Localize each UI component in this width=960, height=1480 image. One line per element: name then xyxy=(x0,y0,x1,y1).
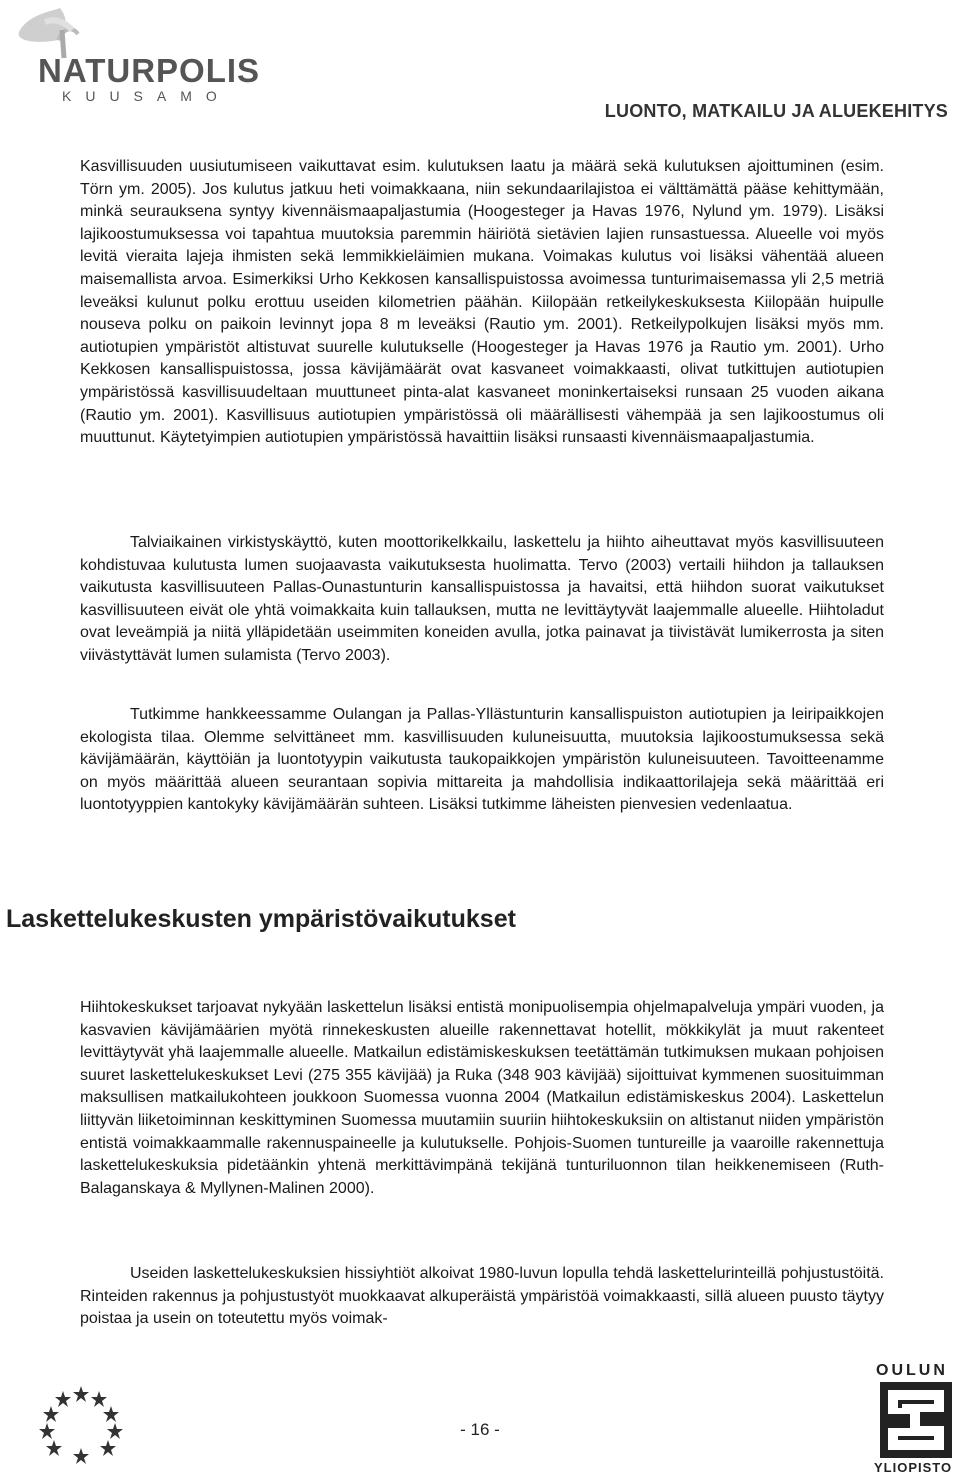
paragraph-5: Useiden laskettelukeskuksien hissiyhtiöt alkoivat 1980-luvun lopulla tehdä laskettelurinteillä pohjustustöitä. Rinteiden rakennus ja pohjustustyöt muokkaavat alkuperäistä ympäristöä voimakkaasti, sillä alueen puusto täytyy poistaa ja usein on toteutettu myös voimak- xyxy=(80,1265,884,1328)
paragraph-1: Kasvillisuuden uusiutumiseen vaikuttavat esim. kulutuksen laatu ja määrä sekä kulutuksen ajoittuminen (esim. Törn ym. 2005). Jos kulutus jatkuu heti voimakkaana, niin sekundaarilajistoa ei välttämättä pääse kehittymään, minkä seurauksena syntyy kivennäismaapaljastumia (Hoogesteger ja Havas 1976, Nylund ym. 1979). Lisäksi lajikoostumuksessa voi tapahtua muutoksia paremmin häiriötä sietävien lajien runsastuessa. Alueelle voi myös levitä vieraita lajeja ihmisten sekä lemmikkieläimien mukana. Voimakas kulutus voi lisäksi vähentää alueen maisemallista arvoa. Esimerkiksi Urho Kekkosen kansallispuistossa avoimessa tunturimaisemassa yli 2,5 metriä leveäksi kulunut polku erottuu useiden kilometrien päähän. Kiilopään retkeilykeskuksesta Kiilopään huipulle nouseva polku on paikoin levinnyt jopa 8 m leveäksi (Rautio ym. 2001). Retkeilypolkujen lisäksi myös mm. autiotupien ympäristöt altistuvat suurelle kulutukselle (Hoogesteger ja Havas 1976 ja Rautio ym. 2001). Urho Kekkosen kansallispuistossa, jossa kävijämäärät ovat kasvaneet voimakkaasti, olivat tutkittujen autiotupien ympäristössä kasvillisuudeltaan muuttuneet pinta-alat kasvaneet moninkertaiseksi runsaan 25 vuoden aikana (Rautio ym. 2001). Kasvillisuus autiotupien ympäristössä oli määrällisesti vähempää ja sen lajikoostumus oli muuttunut. Käytetyimpien autiotupien ympäristössä havaittiin lisäksi runsaasti kivennäismaapaljastumia. xyxy=(80,158,884,447)
oulu-logo-top-text: OULUN xyxy=(876,1362,948,1379)
logo-word: NATURPOLIS xyxy=(38,52,261,89)
oulu-logo-bottom-text: YLIOPISTO xyxy=(874,1460,953,1475)
page-number: - 16 - xyxy=(460,1420,500,1439)
paragraph-2: Talviaikainen virkistyskäyttö, kuten moottorikelkkailu, laskettelu ja hiihto aiheuttavat myös kasvillisuuteen kohdistuvaa kulutusta lumen suojaavasta vaikutuksesta huolimatta. Tervo (2003) vertaili hiihdon ja tallauksen vaikutusta kasvillisuuteen Pallas-Ounastunturin kansallispuistossa ja havaitsi, että hiihdon suorat vaikutukset kasvillisuuteen eivät ole yhtä voimakkaita kuin tallauksen, mutta ne levittäytyvät laajemmalle alueelle. Hiihtoladut ovat leveämpiä ja niitä ylläpidetään useimmiten koneiden avulla, jotka painavat ja tiivistävät lumikerrosta ja siten viivästyttävät lumen sulamista (Tervo 2003). xyxy=(80,534,884,664)
paragraph-3: Tutkimme hankkeessamme Oulangan ja Pallas-Yllästunturin kansallispuiston autiotupien ja leiripaikkojen ekologista tilaa. Olemme selvittäneet mm. kasvillisuuden kuluneisuutta, muutoksia lajikoostumuksessa sekä kävijämäärän, käyttöiän ja luontotyypin vaikutusta taukopaikkojen ympäristön kuluneisuuteen. Tavoitteenamme on myös määrittää alueen seurantaan sopivia mittareita ja mahdollisia indikaattorilajeja sekä määrittää eri luontotyyppien kantokyky kävijämäärän suhteen. Lisäksi tutkimme läheisten pienvesien vedenlaatua. xyxy=(80,706,884,814)
naturpolis-logo xyxy=(0,0,261,115)
section-heading: Laskettelukeskusten ympäristövaikutukset xyxy=(6,905,516,933)
paragraph-4: Hiihtokeskukset tarjoavat nykyään laskettelun lisäksi entistä monipuolisempia ohjelmapalveluja ympäri vuoden, ja kasvavien kävijämäärien myötä rinnekeskusten alueille rakennettavat hotellit, mökkikylät ja muut rakenteet levittäytyvät yhä laajemmalle alueelle. Matkailun edistämiskeskuksen teetättämän tutkimuksen mukaan pohjoisen suuret laskettelukeskukset Levi (275 355 kävijää) ja Ruka (348 903 kävijää) sijoittuivat kymmenen suosituimman maksullisen matkailukohteen joukkoon Suomessa vuonna 2004 (Matkailun edistämiskeskus 2004). Laskettelun liittyvän liiketoiminnan keskittyminen Suomessa muutamiin suuriin hiihtokeskuksiin on altistanut niiden ympäristön entistä voimakkaammalle rakennuspaineelle ja kulutukselle. Pohjois-Suomen tuntureille ja vaaroille rakennettuja laskettelukeskuksia pidetäänkin yhtenä merkittävimpänä tekijänä tunturiluonnon tilan heikkenemiseen (Ruth-Balaganskaya & Myllynen-Malinen 2000). xyxy=(80,999,884,1197)
oulu-university-logo-icon xyxy=(880,1382,952,1458)
header-title: LUONTO, MATKAILU JA ALUEKEHITYS xyxy=(604,101,948,121)
oulu-university-logo xyxy=(872,1360,960,1480)
logo-subtitle: KUUSAMO xyxy=(62,88,231,104)
